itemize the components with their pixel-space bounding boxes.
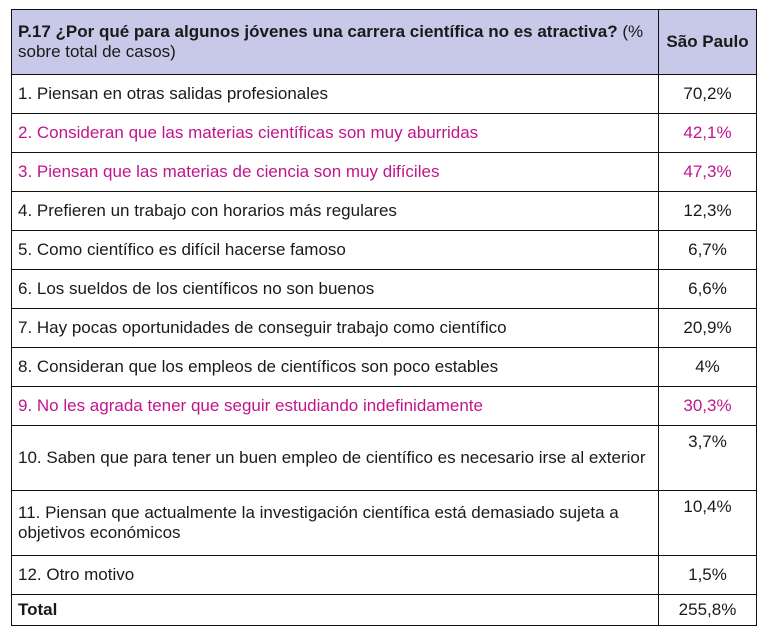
table-row <box>12 231 757 270</box>
table-row <box>12 270 757 309</box>
row-label: 8. Consideran que los empleos de científicos son poco estables <box>12 348 659 387</box>
row-label: 7. Hay pocas oportunidades de conseguir trabajo como científico <box>12 309 659 348</box>
total-value: 255,8% <box>659 595 757 626</box>
table-row <box>12 348 757 387</box>
header-row <box>12 10 757 75</box>
survey-table <box>11 9 757 626</box>
table-row <box>12 556 757 595</box>
row-value: 6,6% <box>659 270 757 309</box>
row-label: 10. Saben que para tener un buen empleo de científico es necesario irse al exterior <box>12 426 659 491</box>
table-row <box>12 192 757 231</box>
table-row <box>12 114 757 153</box>
row-value: 12,3% <box>659 192 757 231</box>
row-value: 30,3% <box>659 387 757 426</box>
question-header <box>12 10 659 75</box>
row-label: 9. No les agrada tener que seguir estudiando indefinidamente <box>12 387 659 426</box>
row-label: 12. Otro motivo <box>12 556 659 595</box>
table-row <box>12 75 757 114</box>
row-value: 4% <box>659 348 757 387</box>
row-value: 3,7% <box>659 426 757 491</box>
row-label: 4. Prefieren un trabajo con horarios más regulares <box>12 192 659 231</box>
table-row <box>12 387 757 426</box>
row-label: 1. Piensan en otras salidas profesionales <box>12 75 659 114</box>
row-label: 5. Como científico es difícil hacerse famoso <box>12 231 659 270</box>
row-value: 42,1% <box>659 114 757 153</box>
table-row <box>12 309 757 348</box>
table-row <box>12 426 757 491</box>
row-value: 10,4% <box>659 491 757 556</box>
row-value: 20,9% <box>659 309 757 348</box>
question-title: P.17 ¿Por qué para algunos jóvenes una carrera científica no es atractiva? <box>18 22 618 41</box>
row-value: 6,7% <box>659 231 757 270</box>
row-value: 1,5% <box>659 556 757 595</box>
row-value: 70,2% <box>659 75 757 114</box>
row-label: 6. Los sueldos de los científicos no son buenos <box>12 270 659 309</box>
question-note: (% sobre total de casos) <box>18 22 644 61</box>
row-value: 47,3% <box>659 153 757 192</box>
row-label: 3. Piensan que las materias de ciencia son muy difíciles <box>12 153 659 192</box>
row-label: 2. Consideran que las materias científicas son muy aburridas <box>12 114 659 153</box>
total-row <box>12 595 757 626</box>
city-header: São Paulo <box>659 10 757 75</box>
table-row <box>12 491 757 556</box>
row-label: 11. Piensan que actualmente la investigación científica está demasiado sujeta a objetivos económicos <box>12 491 659 556</box>
total-label: Total <box>12 595 659 626</box>
table-row <box>12 153 757 192</box>
